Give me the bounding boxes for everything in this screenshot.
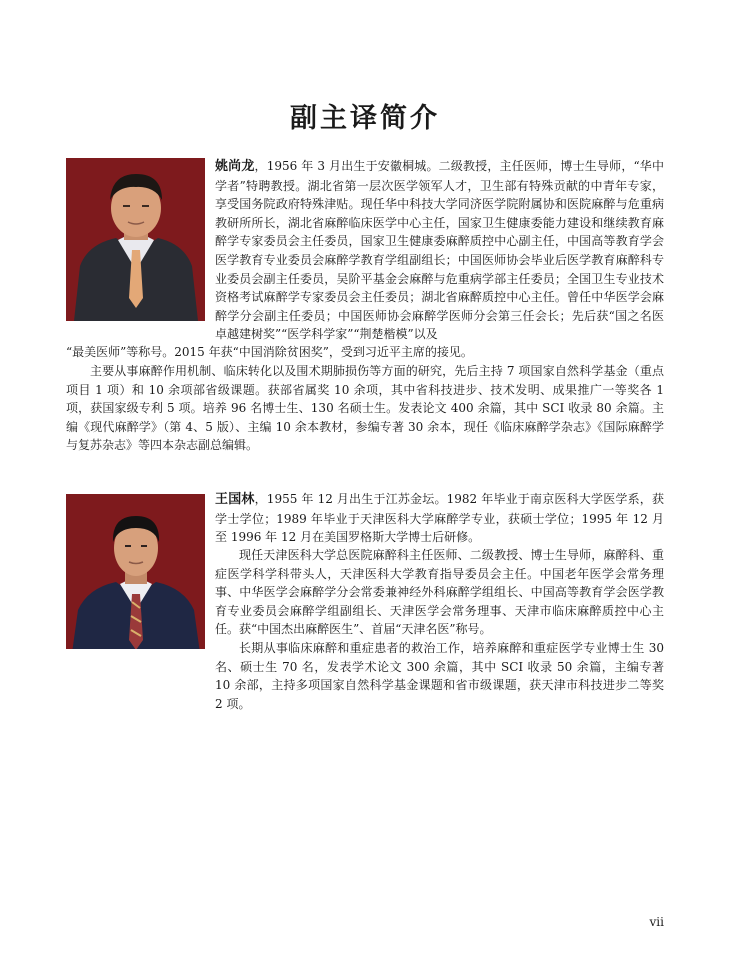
person-name-1: 姚尚龙	[215, 159, 255, 174]
page-title: 副主译简介	[290, 103, 440, 134]
bio-continued-1: “最美医师”等称号。2015 年获“中国消除贫困奖”，受到习近平主席的接见。	[66, 345, 473, 359]
person-name-2: 王国林	[215, 492, 255, 507]
portrait-photo-icon	[66, 158, 205, 321]
bio-paragraph-2: 现任天津医科大学总医院麻醉科主任医师、二级教授、博士生导师，麻醉科、重症医学科学科带头人，天津医科大学教育指导委员会主任。中国老年医学会常务理事、中华医学会麻醉学分会常委兼神经外科麻醉学组组长、中国高等教育学会医学教育专业委员会麻醉学组副组长、天津医学会常务理事、天津市临床麻醉质控中心主任。获“中国杰出麻醉医生”、首届“天津名医”称号。	[215, 548, 664, 637]
portrait-photo-icon	[66, 494, 205, 649]
bio-paragraph-1: 主要从事麻醉作用机制、临床转化以及围术期肺损伤等方面的研究，先后主持 7 项国家自然科学基金（重点项目 1 项）和 10 余项部省级课题。获部省属奖 10 余项，其中省科技进步、技术发明、成果推广一等奖各 1 项，获国家级专利 5 项。培养 96 名博士生、130 名硕士生。发表论文 400 余篇，其中 SCI 收录 80 余篇。主编《现代麻醉学》（第 4、5 版）、主编 10 余本教材，参编专著 30 余本，现任《临床麻醉学杂志》《国际麻醉学与复苏杂志》等四本杂志副总编辑。	[66, 364, 664, 453]
bio-intro-1	[215, 157, 664, 344]
bio-paragraph-3: 长期从事临床麻醉和重症患者的救治工作，培养麻醉和重症医学专业博士生 30 名、硕士生 70 名，发表学术论文 300 余篇，其中 SCI 收录 50 余篇，主编专著 10 余部，主持多项国家自然科学基金课题和省市级课题，获天津市科技进步二等奖 2 项。	[215, 641, 664, 711]
portrait-photo-icon	[66, 158, 205, 321]
bio-text-2: ，1955 年 12 月出生于江苏金坛。1982 年毕业于南京医科大学医学系，获学士学位；1989 年毕业于天津医科大学麻醉学专业，获硕士学位；1995 年 12 月至 1996 年 12 月在美国罗格斯大学博士后研修。	[215, 492, 664, 545]
page-number: vii	[649, 915, 664, 929]
bio-intro-2	[215, 490, 664, 547]
bio-text-1: ，1956 年 3 月出生于安徽桐城。二级教授，主任医师，博士生导师，“华中学者”特聘教授。湖北省第一层次医学领军人才，卫生部有特殊贡献的中青年专家，享受国务院政府特殊津贴。现任华中科技大学同济医学院附属协和医院麻醉与危重病教研所所长，湖北省麻醉临床医学中心主任，国家卫生健康委能力建设和继续教育麻醉学专家委员会主任委员，国家卫生健康委麻醉质控中心副主任，中国高等教育学会医学教育专业委员会麻醉学教育学组副组长；中国医师协会毕业后医学教育麻醉科专业委员会副主任委员，吴阶平基金会麻醉与危重病学部主任委员；全国卫生专业技术资格考试麻醉学专家委员会主任委员；湖北省麻醉质控中心主任。曾任中华医学会麻醉学分会副主任委员；中国医师协会麻醉学医师分会第三任会长；先后获“国之名医卓越建树奖”“医学科学家”“荆楚楷模”以及	[215, 159, 664, 342]
portrait-photo-icon	[66, 494, 205, 649]
